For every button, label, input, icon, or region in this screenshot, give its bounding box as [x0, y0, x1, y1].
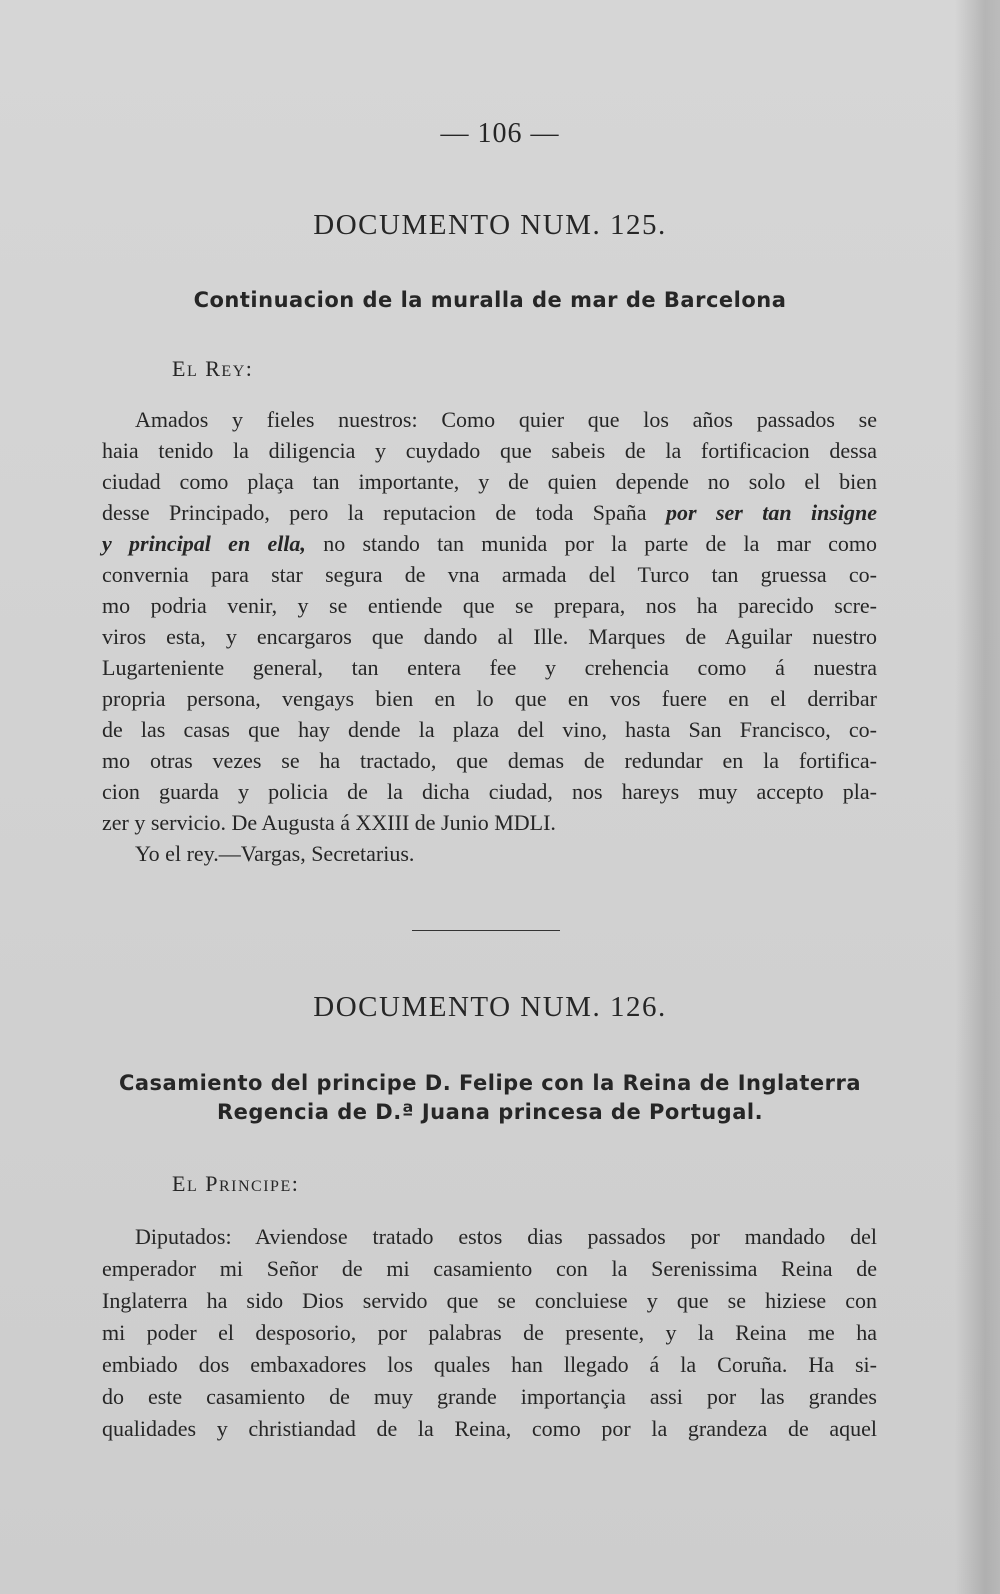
- salutation-initial: R: [205, 356, 222, 381]
- document-126-heading: DOCUMENTO NUM. 126.: [313, 991, 667, 1023]
- document-125-salutation: [172, 356, 253, 382]
- paragraph-line: mi poder el desposorio, por palabras de presente, y la Reina me ha: [102, 1320, 877, 1345]
- salutation-initial: E: [172, 356, 187, 381]
- paragraph-line: [102, 499, 877, 527]
- paragraph-line: Amados y fieles nuestros: Como quier que los años passados se: [135, 407, 877, 432]
- salutation-punctuation: :: [245, 356, 254, 381]
- paragraph-text: no stando tan munida por la parte de la mar como: [323, 531, 878, 556]
- section-divider: [412, 930, 560, 931]
- paragraph-line: Lugarteniente general, tan entera fee y crehencia como á nuestra: [102, 655, 877, 680]
- salutation-small-caps: L: [186, 363, 199, 380]
- paragraph-line: embiado dos embaxadores los quales han llegado á la Coruña. Ha si-: [102, 1352, 877, 1377]
- salutation-initial: P: [205, 1171, 219, 1196]
- paragraph-line: qualidades y christiandad de la Reina, como por la grandeza de aquel: [102, 1416, 877, 1441]
- signature-line: Yo el rey.—Vargas, Secretarius.: [135, 841, 415, 866]
- italic-phrase: y principal en ella,: [102, 531, 306, 556]
- salutation-punctuation: :: [291, 1171, 300, 1196]
- paragraph-line: do este casamiento de muy grande importançia assi por las grandes: [102, 1384, 877, 1409]
- paragraph-line: Inglaterra ha sido Dios servido que se concluiese y que se hiziese con: [102, 1288, 877, 1313]
- salutation-small-caps: EY: [221, 363, 246, 380]
- paragraph-line: convernia para star segura de vna armada del Turco tan gruessa co-: [102, 562, 877, 587]
- paragraph-line: de las casas que hay dende la plaza del vino, hasta San Francisco, co-: [102, 717, 877, 742]
- paragraph-text: ciudad como plaça tan importante, y de quien depende no solo el bien: [102, 469, 877, 494]
- paragraph-line: haia tenido la diligencia y cuydado que sabeis de la fortificacion dessa: [102, 438, 877, 463]
- salutation-small-caps: RINCIPE: [218, 1178, 292, 1195]
- salutation-small-caps: L: [186, 1178, 199, 1195]
- document-126-salutation: [172, 1171, 299, 1197]
- paragraph-line: emperador mi Señor de mi casamiento con la Serenissima Reina de: [102, 1256, 877, 1281]
- paragraph-line: mo otras vezes se ha tractado, que demas de redundar en la fortifica-: [102, 748, 877, 773]
- document-126-subtitle: Casamiento del principe D. Felipe con la Reina de Inglaterra: [118, 1071, 862, 1095]
- document-125-subtitle: Continuacion de la muralla de mar de Barcelona: [193, 288, 787, 312]
- italic-phrase: por ser tan insigne: [665, 500, 878, 525]
- paragraph-text: desse Principado, pero la reputacion de toda Spaña: [102, 500, 647, 525]
- paragraph-line: zer y servicio. De Augusta á XXIII de Junio MDLI.: [102, 810, 556, 835]
- paragraph-line: [102, 530, 877, 558]
- salutation-initial: E: [172, 1171, 187, 1196]
- paragraph-line: Diputados: Aviendose tratado estos dias passados por mandado del: [135, 1224, 877, 1249]
- paragraph-line: [102, 468, 877, 496]
- paragraph-line: viros esta, y encargaros que dando al Ille. Marques de Aguilar nuestro: [102, 624, 877, 649]
- paragraph-line: mo podria venir, y se entiende que se prepara, nos ha parecido scre-: [102, 593, 877, 618]
- page-number: — 106 —: [440, 118, 560, 149]
- paragraph-line: propria persona, vengays bien en lo que en vos fuere en el derribar: [102, 686, 877, 711]
- document-126-subtitle: Regencia de D.ª Juana princesa de Portugal.: [216, 1100, 764, 1124]
- paragraph-line: cion guarda y policia de la dicha ciudad, nos hareys muy accepto pla-: [102, 779, 877, 804]
- document-125-heading: DOCUMENTO NUM. 125.: [313, 209, 667, 241]
